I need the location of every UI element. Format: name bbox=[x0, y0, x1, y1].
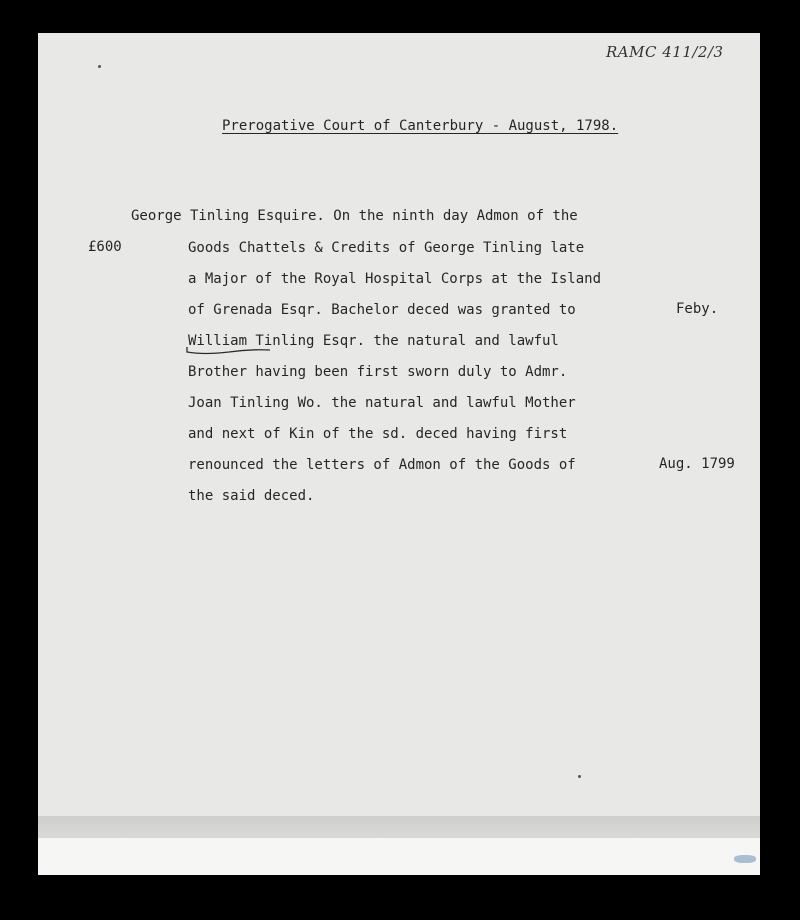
pencil-underline-mark bbox=[184, 346, 274, 356]
body-line: the said deced. bbox=[188, 488, 315, 504]
document-heading: Prerogative Court of Canterbury - August, 1798. bbox=[222, 118, 619, 134]
margin-note-feby: Feby. bbox=[676, 301, 719, 317]
body-line: Goods Chattels & Credits of George Tinling late bbox=[188, 240, 585, 256]
amount-note: £600 bbox=[88, 239, 122, 255]
margin-note-aug: Aug. 1799 bbox=[659, 456, 735, 472]
body-line: of Grenada Esqr. Bachelor deced was granted to bbox=[188, 302, 576, 318]
body-line: Brother having been first sworn duly to Admr. bbox=[188, 364, 568, 380]
paper-speck bbox=[578, 775, 581, 778]
body-line: renounced the letters of Admon of the Goods of bbox=[188, 457, 576, 473]
ink-stain bbox=[734, 855, 756, 863]
body-line: a Major of the Royal Hospital Corps at the Island bbox=[188, 271, 602, 287]
paper-speck bbox=[98, 65, 101, 68]
body-text bbox=[188, 239, 601, 518]
paper-fold bbox=[38, 816, 760, 838]
paper-bottom-strip bbox=[38, 838, 760, 875]
document-page bbox=[38, 33, 760, 875]
body-line: William Tinling Esqr. the natural and lawful bbox=[188, 333, 559, 349]
body-line: and next of Kin of the sd. deced having first bbox=[188, 426, 568, 442]
intro-line: George Tinling Esquire. On the ninth day Admon of the bbox=[131, 208, 578, 224]
body-line: Joan Tinling Wo. the natural and lawful Mother bbox=[188, 395, 576, 411]
archive-reference: RAMC 411/2/3 bbox=[606, 43, 724, 61]
